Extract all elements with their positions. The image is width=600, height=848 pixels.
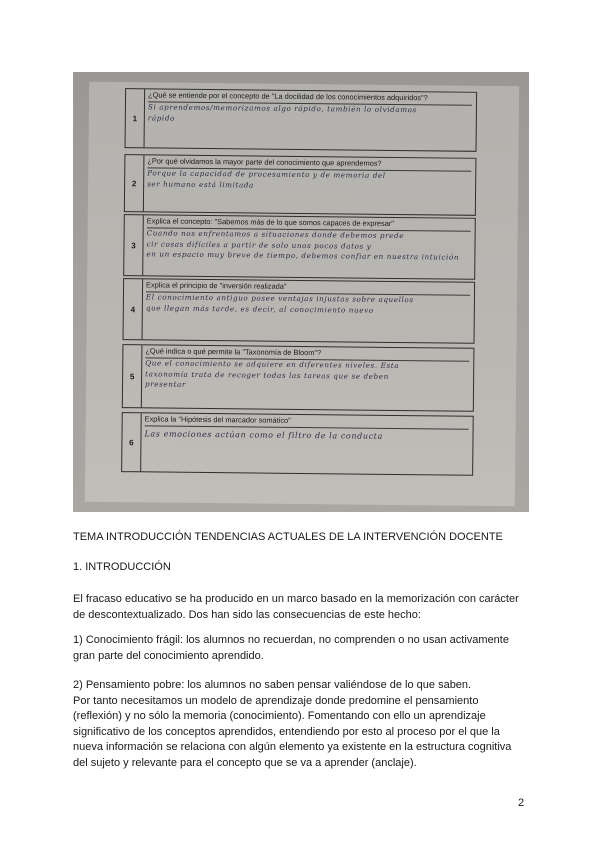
handwritten-answer — [148, 102, 506, 127]
text-line: El fracaso educativo se ha producido en un marco basado en la memorización con carácter — [73, 593, 519, 605]
question-number: 2 — [125, 155, 145, 211]
question-box-1 — [125, 88, 478, 152]
question-text: ¿Qué indica o qué permite la "Taxonomía de Bloom"? — [145, 346, 469, 361]
answer-line: presentar — [145, 379, 186, 389]
page-number: 2 — [518, 797, 525, 809]
handwritten-answer — [147, 168, 505, 193]
handwritten-answer — [144, 429, 502, 443]
answer-line: rápido — [147, 112, 176, 123]
answer-line: que llegan más tarde, es decir, al conocimiento nuevo — [145, 302, 374, 315]
section-heading: 1. INTRODUCCIÓN — [73, 561, 171, 573]
question-number: 3 — [124, 215, 144, 275]
paragraph-fragile-knowledge — [73, 633, 533, 664]
question-box-6 — [121, 412, 474, 476]
text-line: Por tanto necesitamos un modelo de aprendizaje donde predomine el pensamiento — [73, 694, 479, 707]
worksheet-photo — [73, 72, 529, 512]
answer-line: ser humano está limitada — [147, 178, 255, 189]
answer-line: en un espacio muy breve de tiempo, debemos confiar en nuestra intuición — [146, 249, 460, 262]
worksheet-sheet — [85, 82, 519, 506]
answer-line: taxonomía trata de recoger todas las tareas que se deben — [145, 368, 389, 381]
text-line: 1) Conocimiento frágil: los alumnos no recuerdan, no comprenden o no usan activamente — [73, 634, 509, 646]
text-line: significativo de los conceptos aprendidos, entendiendo por esto al proceso por el que la — [73, 725, 500, 738]
text-line: (reflexión) y no sólo la memoria (conocimiento). Fomentando con ello un aprendizaje — [73, 710, 486, 723]
text-line: de descontextualizado. Dos han sido las consecuencias de este hecho: — [73, 608, 421, 621]
question-text: ¿Qué se entiende por el concepto de "La docilidad de los conocimientos adquiridos"? — [148, 90, 472, 105]
answer-line: El conocimiento antiguo posee ventajas injustas sobre aquellos — [145, 292, 414, 305]
answer-line: cir cosas difíciles a partir de solo unos pocos datos y — [146, 238, 372, 251]
question-number: 4 — [124, 279, 144, 339]
question-box-2 — [124, 154, 477, 216]
text-line: del sujeto y relevante para el concepto que se va a aprender (anclaje). — [73, 756, 417, 769]
handwritten-answer — [146, 228, 504, 263]
answer-line: Si aprendemos/memorizamos algo rápido, también lo olvidamos — [147, 102, 417, 115]
document-title: TEMA INTRODUCCIÓN TENDENCIAS ACTUALES DE LA INTERVENCIÓN DOCENTE — [73, 531, 503, 543]
answer-line: Las emociones actúan como el filtro de la conducta — [144, 429, 383, 441]
question-number: 6 — [122, 413, 142, 471]
answer-line: Cuando nos enfrentamos a situaciones donde debemos prede — [146, 228, 405, 241]
handwritten-answer — [146, 292, 504, 317]
question-text: Explica el concepto: "Sabemos más de lo que somos capaces de expresar" — [147, 216, 471, 231]
question-text: Explica la "Hipótesis del marcador somático" — [145, 414, 469, 429]
paragraph-poor-thinking — [73, 678, 533, 772]
text-line: 2) Pensamiento pobre: los alumnos no saben pensar valiéndose de lo que saben. — [73, 679, 472, 691]
question-text: Explica el principio de "inversión realizada" — [146, 280, 470, 295]
question-box-3 — [123, 214, 476, 280]
question-box-4 — [123, 278, 476, 344]
question-number: 1 — [126, 89, 146, 147]
answer-line: Que el conocimiento se adquiere en diferentes niveles. Esta — [145, 358, 400, 371]
handwritten-answer — [145, 358, 503, 393]
text-line: gran parte del conocimiento aprendido. — [73, 649, 264, 662]
question-text: ¿Por qué olvidamos la mayor parte del conocimiento que aprendemos? — [147, 156, 471, 171]
text-line: nueva información se relaciona con algún elemento ya existente en la estructura cognitiva — [73, 741, 512, 754]
paragraph-intro — [73, 592, 533, 623]
question-number: 5 — [123, 345, 143, 407]
answer-line: Porque la capacidad de procesamiento y de memoria del — [147, 168, 386, 180]
question-box-5 — [122, 344, 475, 412]
